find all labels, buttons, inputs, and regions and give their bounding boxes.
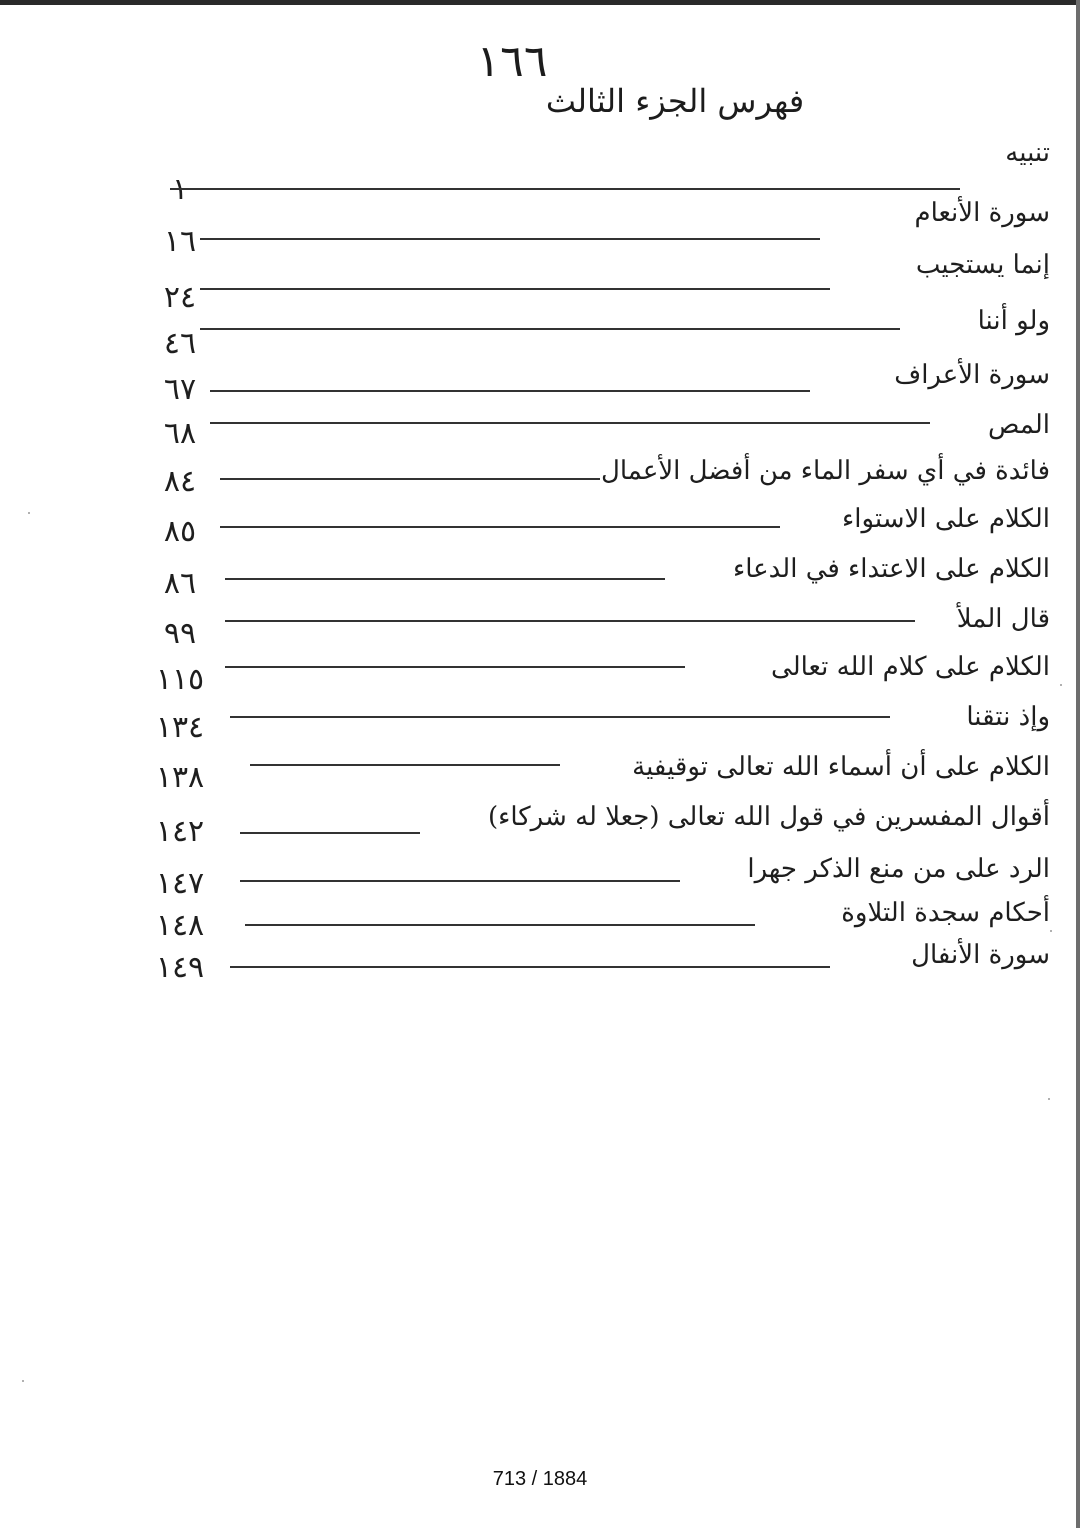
toc-entry bbox=[130, 940, 1050, 1002]
toc-entry-title: ولو أننا bbox=[977, 306, 1050, 336]
toc-entry-title: الكلام على أن أسماء الله تعالى توقيفية bbox=[632, 752, 1050, 782]
leader-line bbox=[220, 526, 780, 528]
toc-entry-title: أحكام سجدة التلاوة bbox=[841, 898, 1050, 928]
scan-speck bbox=[1048, 1098, 1050, 1100]
leader-line bbox=[240, 832, 420, 834]
toc-entry-title: الكلام على الاستواء bbox=[842, 504, 1050, 534]
leader-line bbox=[240, 880, 680, 882]
toc-entry-title: المص bbox=[987, 410, 1050, 440]
leader-line bbox=[210, 390, 810, 392]
toc-entry-page: ٦٨ bbox=[163, 416, 197, 451]
toc-entry-title: تنبيه bbox=[1005, 138, 1050, 168]
toc-entry-page: ٦٧ bbox=[163, 372, 197, 407]
toc-entry-page: ١٤٧ bbox=[155, 866, 205, 901]
toc-entry bbox=[130, 410, 1050, 462]
leader-line bbox=[250, 764, 560, 766]
page-title: فهرس الجزء الثالث bbox=[545, 82, 805, 120]
leader-line bbox=[210, 422, 930, 424]
toc-entry-page: ١٣٨ bbox=[155, 760, 205, 795]
toc-entry-page: ١٦ bbox=[163, 224, 197, 259]
toc-entry-page: ١٤٢ bbox=[155, 814, 205, 849]
leader-line bbox=[225, 666, 685, 668]
leader-line bbox=[170, 188, 960, 190]
leader-line bbox=[225, 620, 915, 622]
toc-entry bbox=[130, 138, 1050, 207]
toc-entry-title: الكلام على كلام الله تعالى bbox=[771, 652, 1050, 682]
toc-entry bbox=[130, 302, 1050, 361]
toc-entry-title: إنما يستجيب bbox=[915, 250, 1050, 280]
leader-line bbox=[200, 328, 900, 330]
pagination-counter: 713 / 1884 bbox=[492, 1468, 588, 1490]
toc-entry bbox=[130, 246, 1050, 315]
scan-speck bbox=[1050, 930, 1052, 932]
toc-entry-page: ٤٦ bbox=[163, 326, 197, 361]
toc-entry-title: سورة الأنعام bbox=[914, 198, 1050, 228]
toc-entry-title: الكلام على الاعتداء في الدعاء bbox=[732, 554, 1050, 584]
leader-line bbox=[230, 966, 830, 968]
toc-entry-title: فائدة في أي سفر الماء من أفضل الأعمال bbox=[600, 456, 1050, 486]
toc-entry-title: سورة الأنفال bbox=[911, 940, 1050, 970]
toc-entry-page: ١ bbox=[171, 172, 189, 207]
leader-line bbox=[200, 238, 820, 240]
scan-speck bbox=[28, 512, 30, 514]
toc-entry-page: ١٣٤ bbox=[155, 710, 205, 745]
toc-entry-page: ٩٩ bbox=[163, 616, 197, 651]
toc-entry-title: الرد على من منع الذكر جهرا bbox=[747, 854, 1050, 884]
toc-entry-title: أقوال المفسرين في قول الله تعالى (جعلا له شركاء) bbox=[488, 802, 1050, 832]
toc-entry-page: ١٤٩ bbox=[155, 950, 205, 985]
leader-line bbox=[245, 924, 755, 926]
scan-speck bbox=[1060, 684, 1062, 686]
toc-entry bbox=[130, 194, 1050, 259]
toc-entry-page: ٢٤ bbox=[163, 280, 197, 315]
toc-entry bbox=[130, 652, 1050, 712]
toc-entry bbox=[130, 554, 1050, 612]
leader-line bbox=[220, 478, 600, 480]
toc-entry-page: ١١٥ bbox=[155, 662, 205, 697]
toc-entry-page: ٨٤ bbox=[163, 464, 197, 499]
toc-entry-title: قال الملأ bbox=[956, 604, 1050, 634]
page-number: ١٦٦ bbox=[476, 36, 548, 87]
toc-entry-title: وإذ نتقنا bbox=[966, 702, 1050, 732]
leader-line bbox=[230, 716, 890, 718]
toc-entry bbox=[130, 360, 1050, 412]
leader-line bbox=[225, 578, 665, 580]
scan-speck bbox=[22, 1380, 24, 1382]
toc-entry-page: ١٤٨ bbox=[155, 908, 205, 943]
toc-entry-page: ٨٥ bbox=[163, 514, 197, 549]
toc-entry-page: ٨٦ bbox=[163, 566, 197, 601]
leader-line bbox=[200, 288, 830, 290]
toc-entry-title: سورة الأعراف bbox=[894, 360, 1050, 390]
